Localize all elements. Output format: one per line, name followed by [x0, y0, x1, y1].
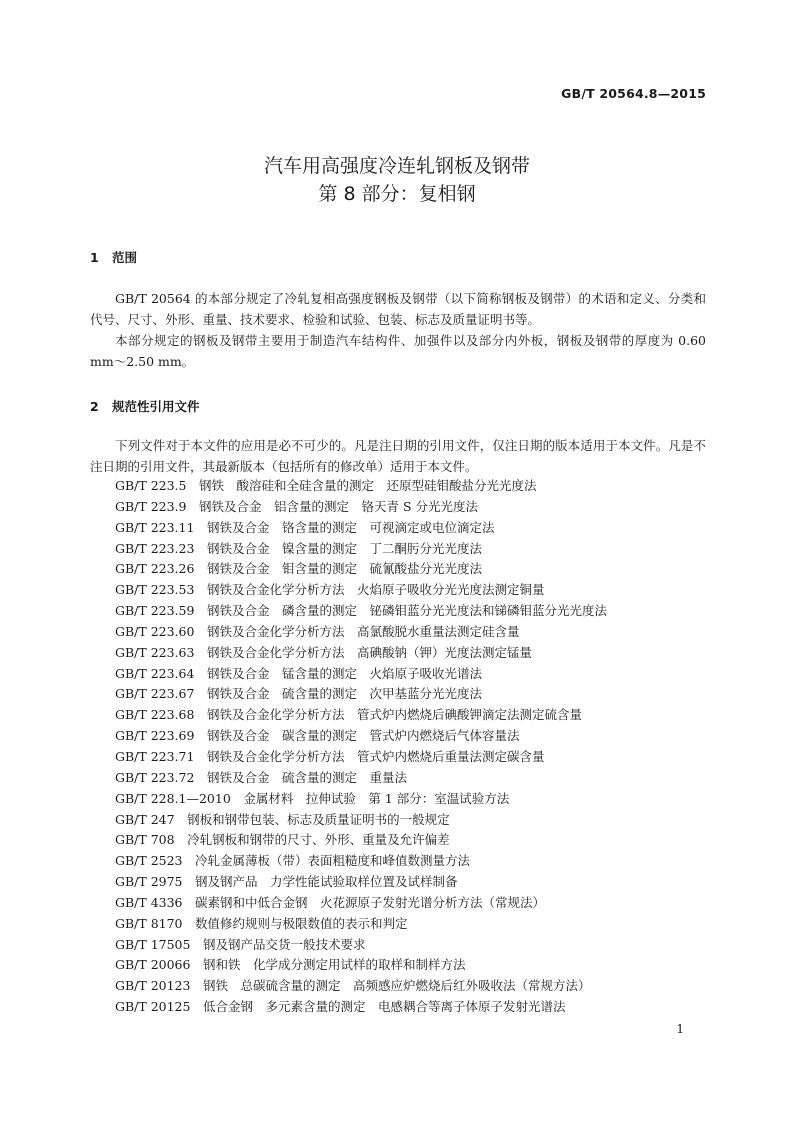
- reference-code: GB/T 223.68: [115, 707, 195, 723]
- reference-title: 钢和铁 化学成分测定用试样的取样和制样方法: [202, 957, 466, 973]
- reference-item: [115, 684, 607, 705]
- reference-item: [115, 559, 607, 580]
- reference-code: GB/T 8170: [115, 915, 183, 931]
- reference-code: GB/T 4336: [115, 894, 183, 910]
- reference-code: GB/T 20125: [115, 999, 191, 1015]
- reference-title: 钢铁及合金 铬含量的测定 可视滴定或电位滴定法: [206, 519, 495, 535]
- reference-code: GB/T 223.60: [115, 623, 195, 639]
- reference-title: 钢铁及合金 锰含量的测定 火焰原子吸收光谱法: [206, 665, 482, 681]
- reference-code: GB/T 20066: [115, 957, 191, 973]
- reference-item: [115, 705, 607, 726]
- standard-number: GB/T 20564.8—2015: [561, 86, 706, 101]
- reference-item: [115, 747, 607, 768]
- reference-item: [115, 789, 607, 810]
- reference-code: GB/T 223.69: [115, 728, 195, 744]
- reference-item: [115, 622, 607, 643]
- scope-paragraph-1: GB/T 20564 的本部分规定了冷轧复相高强度钢板及钢带（以下简称钢板及钢带）的术语和定义、分类和代号、尺寸、外形、重量、技术要求、检验和试验、包装、标志及质量证明书等。: [90, 291, 706, 327]
- reference-item: [115, 955, 607, 976]
- reference-item: [115, 872, 607, 893]
- reference-title: 钢铁及合金 碳含量的测定 管式炉内燃烧后气体容量法: [206, 728, 520, 744]
- reference-title: 钢铁及合金 磷含量的测定 铋磷钼蓝分光光度法和锑磷钼蓝分光光度法: [206, 603, 607, 619]
- section-2-heading: [90, 397, 200, 415]
- reference-code: GB/T 223.5: [115, 478, 187, 493]
- reference-item: [115, 476, 607, 497]
- reference-title: 碳素钢和中低合金钢 火花源原子发射光谱分析方法（常规法）: [195, 894, 546, 910]
- reference-title: 钢板和钢带包装、标志及质量证明书的一般规定: [187, 811, 450, 827]
- reference-title: 钢铁 酸溶硅和全硅含量的测定 还原型硅钼酸盐分光光度法: [199, 478, 537, 493]
- reference-item: [115, 643, 607, 664]
- reference-item: [115, 664, 607, 685]
- section-1-number: 1: [90, 250, 99, 265]
- reference-item: [115, 893, 607, 914]
- reference-code: GB/T 228.1—2010: [115, 790, 231, 806]
- reference-item: [115, 851, 607, 872]
- reference-code: GB/T 708: [115, 832, 175, 848]
- scope-paragraph-2: 本部分规定的钢板及钢带主要用于制造汽车结构件、加强件以及部分内外板，钢板及钢带的厚度为 0.60 mm～2.50 mm。: [90, 333, 706, 369]
- reference-code: GB/T 223.53: [115, 582, 195, 598]
- reference-item: [115, 810, 607, 831]
- section-2-title: 规范性引用文件: [112, 399, 200, 414]
- reference-code: GB/T 223.23: [115, 540, 195, 556]
- reference-title: 低合金钢 多元素含量的测定 电感耦合等离子体原子发射光谱法: [202, 999, 566, 1015]
- reference-title: 钢铁及合金化学分析方法 高氯酸脱水重量法测定硅含量: [206, 623, 520, 639]
- reference-list: [115, 476, 607, 1018]
- reference-code: GB/T 223.72: [115, 769, 195, 785]
- title-line-1: 汽车用高强度冷连轧钢板及钢带: [263, 155, 530, 177]
- section-1-heading: [90, 248, 137, 266]
- reference-item: [115, 726, 607, 747]
- reference-code: GB/T 223.63: [115, 644, 195, 660]
- reference-item: [115, 914, 607, 935]
- reference-item: [115, 580, 607, 601]
- reference-code: GB/T 223.67: [115, 686, 195, 702]
- reference-title: 钢铁及合金 硫含量的测定 重量法: [206, 769, 407, 785]
- reference-title: 数值修约规则与极限数值的表示和判定: [195, 915, 408, 931]
- reference-item: [115, 976, 607, 997]
- reference-code: GB/T 247: [115, 811, 175, 827]
- reference-title: 金属材料 拉伸试验 第 1 部分：室温试验方法: [243, 790, 510, 806]
- reference-title: 钢铁及合金 铝含量的测定 铬天青 S 分光光度法: [199, 498, 479, 514]
- reference-title: 钢及钢产品 力学性能试验取样位置及试样制备: [195, 874, 458, 890]
- reference-item: [115, 997, 607, 1018]
- reference-item: [115, 497, 607, 518]
- reference-code: GB/T 223.26: [115, 561, 195, 577]
- reference-code: GB/T 17505: [115, 936, 191, 952]
- reference-title: 钢铁 总碳硫含量的测定 高频感应炉燃烧后红外吸收法（常规方法）: [202, 978, 591, 994]
- reference-code: GB/T 223.11: [115, 519, 195, 535]
- reference-title: 钢铁及合金化学分析方法 火焰原子吸收分光光度法测定铜量: [206, 582, 545, 598]
- reference-title: 钢铁及合金化学分析方法 管式炉内燃烧后碘酸钾滴定法测定硫含量: [206, 707, 582, 723]
- reference-code: GB/T 223.64: [115, 665, 195, 681]
- reference-title: 钢及钢产品交货一般技术要求: [202, 936, 366, 952]
- reference-title: 钢铁及合金 钼含量的测定 硫氰酸盐分光光度法: [206, 561, 482, 577]
- reference-item: [115, 601, 607, 622]
- references-intro: 下列文件对于本文件的应用是必不可少的。凡是注日期的引用文件，仅注日期的版本适用于本文件。凡是不注日期的引用文件，其最新版本（包括所有的修改单）适用于本文件。: [90, 438, 706, 474]
- reference-title: 冷轧钢板和钢带的尺寸、外形、重量及允许偏差: [187, 832, 450, 848]
- reference-code: GB/T 223.9: [115, 498, 187, 514]
- reference-item: [115, 518, 607, 539]
- reference-title: 钢铁及合金 镍含量的测定 丁二酮肟分光光度法: [206, 540, 482, 556]
- reference-item: [115, 935, 607, 956]
- reference-title: 钢铁及合金化学分析方法 高碘酸钠（钾）光度法测定锰量: [206, 644, 532, 660]
- reference-title: 冷轧金属薄板（带）表面粗糙度和峰值数测量方法: [195, 853, 471, 869]
- reference-item: [115, 539, 607, 560]
- reference-code: GB/T 20123: [115, 978, 191, 994]
- reference-code: GB/T 2975: [115, 874, 183, 890]
- reference-code: GB/T 223.71: [115, 748, 195, 764]
- page-number: 1: [676, 1022, 684, 1036]
- document-title: [0, 152, 794, 208]
- section-2-number: 2: [90, 399, 99, 414]
- reference-title: 钢铁及合金 硫含量的测定 次甲基蓝分光光度法: [206, 686, 482, 702]
- reference-code: GB/T 2523: [115, 853, 183, 869]
- reference-title: 钢铁及合金化学分析方法 管式炉内燃烧后重量法测定碳含量: [206, 748, 545, 764]
- title-line-2: 第 8 部分：复相钢: [318, 183, 476, 205]
- reference-item: [115, 830, 607, 851]
- reference-item: [115, 768, 607, 789]
- section-1-title: 范围: [112, 250, 138, 265]
- reference-code: GB/T 223.59: [115, 603, 195, 619]
